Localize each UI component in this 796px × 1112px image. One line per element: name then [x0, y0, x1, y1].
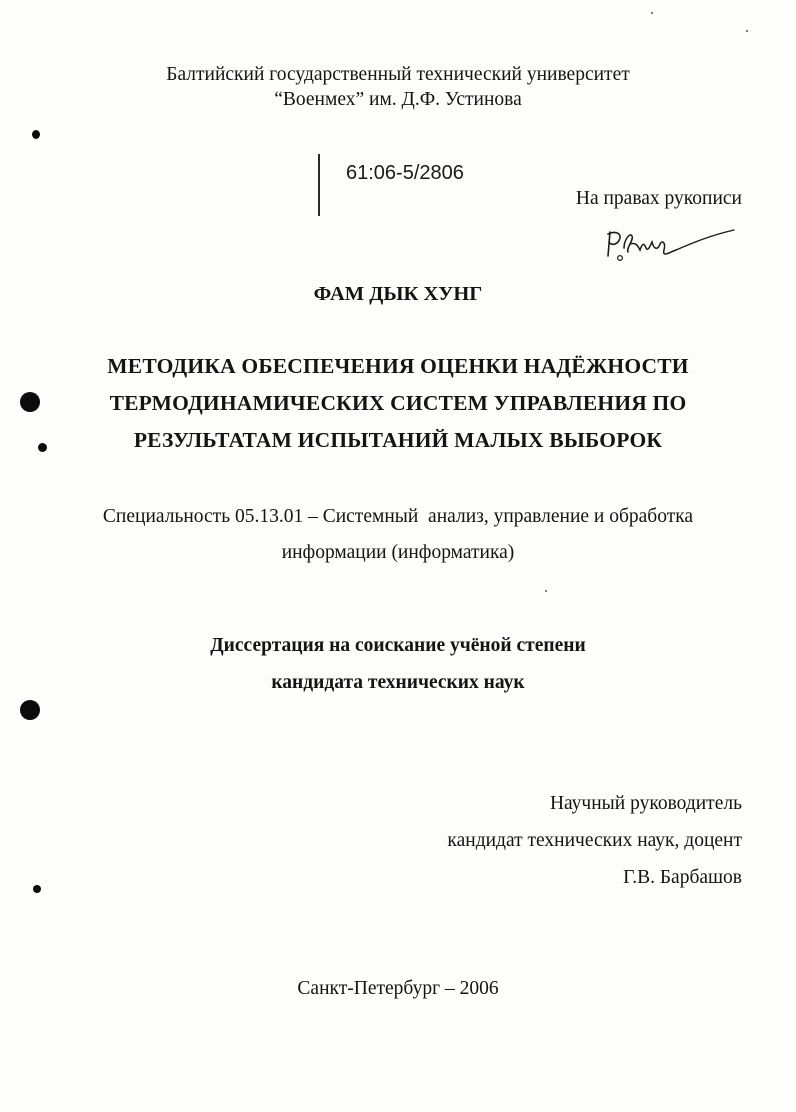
institution-name-line2: “Военмех” им. Д.Ф. Устинова [274, 89, 522, 110]
binder-hole-4 [20, 700, 40, 720]
place-and-year: Санкт-Петербург – 2006 [297, 978, 499, 999]
library-stamp-code: 61:06-5/2806 [346, 162, 464, 184]
specialty-line1: Специальность 05.13.01 – Системный анализ, управление и обработка [102, 506, 694, 527]
binder-hole-5 [33, 885, 41, 893]
dissertation-title-line1: МЕТОДИКА ОБЕСПЕЧЕНИЯ ОЦЕНКИ НАДЁЖНОСТИ [107, 354, 689, 378]
supervisor-credentials: кандидат технических наук, доцент [447, 830, 742, 851]
dissertation-title-line3: РЕЗУЛЬТАТАМ ИСПЫТАНИЙ МАЛЫХ ВЫБОРОК [133, 428, 663, 452]
degree-line1: Диссертация на соискание учёной степени [210, 635, 586, 656]
degree-line2: кандидата технических наук [271, 672, 525, 693]
stamp-bar [318, 154, 320, 216]
binder-hole-1 [32, 130, 40, 139]
author-name: ФАМ ДЫК ХУНГ [313, 283, 483, 305]
supervisor-role: Научный руководитель [549, 793, 742, 814]
supervisor-name: Г.В. Барбашов [623, 867, 742, 888]
scan-speck [651, 12, 653, 14]
scan-speck [545, 590, 547, 592]
manuscript-rights-note: На правах рукописи [575, 188, 742, 209]
scan-speck [746, 30, 748, 32]
institution-name: Балтийский государственный технический университет [166, 64, 630, 85]
specialty-line2: информации (информатика) [281, 542, 515, 563]
handwritten-signature [600, 222, 740, 270]
dissertation-title-line2: ТЕРМОДИНАМИЧЕСКИХ СИСТЕМ УПРАВЛЕНИЯ ПО [109, 391, 687, 415]
